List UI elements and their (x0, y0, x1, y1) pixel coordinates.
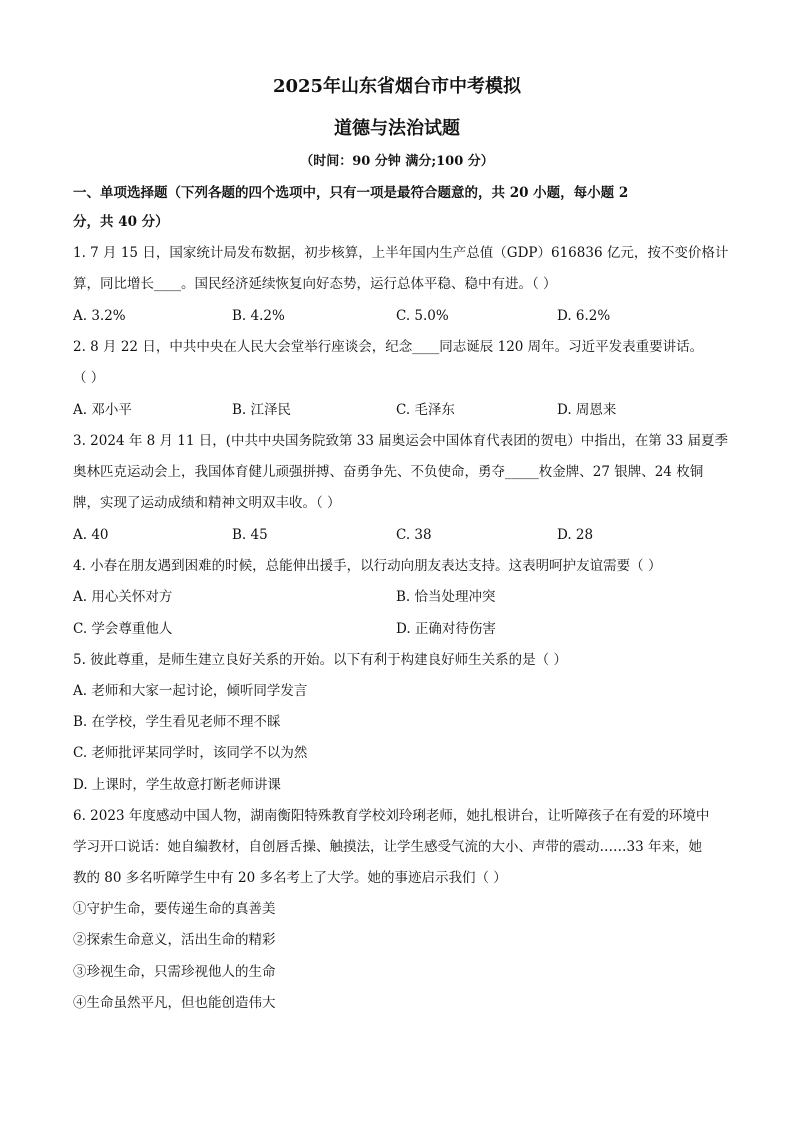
exam-title: 2025年山东省烟台市中考模拟 (272, 76, 522, 97)
question-6-item-4: ④生命虽然平凡，但也能创造伟大 (73, 995, 276, 1011)
question-6-item-2: ②探索生命意义，活出生命的精彩 (73, 932, 276, 948)
question-3-option-d: D. 28 (557, 527, 594, 543)
section-heading-line2: 分，共 40 分） (73, 214, 169, 230)
question-4-option-a: A. 用心关怀对方 (73, 589, 173, 605)
question-5-option-b: B. 在学校，学生看见老师不理不睬 (73, 714, 281, 730)
question-1-line1: 1. 7 月 15 日，国家统计局发布数据，初步核算，上半年国内生产总值（GDP）616836 亿元，按不变价格计 (73, 245, 729, 261)
question-1-option-a: A. 3.2% (73, 308, 126, 324)
question-4-option-d: D. 正确对待伤害 (396, 621, 496, 637)
exam-subtitle: 道德与法治试题 (334, 118, 460, 139)
question-5-option-a: A. 老师和大家一起讨论，倾听同学发言 (73, 683, 308, 699)
question-2-option-d: D. 周恩来 (557, 402, 617, 418)
question-2-option-b: B. 江泽民 (232, 402, 292, 418)
question-3-option-c: C. 38 (396, 527, 432, 543)
section-heading-line1: 一、单项选择题（下列各题的四个选项中，只有一项是最符合题意的，共 20 小题，每小题 2 (73, 185, 629, 201)
question-2-option-c: C. 毛泽东 (396, 402, 455, 418)
question-6-line3: 教的 80 多名听障学生中有 20 多名考上了大学。她的事迹启示我们（ ） (73, 870, 507, 886)
question-1-option-d: D. 6.2% (557, 308, 611, 324)
question-6-item-3: ③珍视生命，只需珍视他人的生命 (73, 964, 276, 980)
question-2-line2: （ ） (73, 370, 105, 386)
question-3-line1: 3. 2024 年 8 月 11 日，(中共中央国务院致第 33 届奥运会中国体育代表团的贺电）中指出，在第 33 届夏季 (73, 433, 729, 449)
question-3-option-b: B. 45 (232, 527, 268, 543)
question-4-line1: 4. 小春在朋友遇到困难的时候，总能伸出援手，以行动向朋友表达支持。这表明呵护友谊需要（ ） (73, 558, 662, 574)
question-5-line1: 5. 彼此尊重，是师生建立良好关系的开始。以下有利于构建良好师生关系的是（ ） (73, 652, 567, 668)
question-2-line1: 2. 8 月 22 日，中共中央在人民大会堂举行座谈会，纪念____同志诞辰 120 周年。习近平发表重要讲话。 (73, 339, 704, 355)
question-3-line3: 牌，实现了运动成绩和精神文明双丰收。（ ） (73, 495, 341, 511)
question-6-item-1: ①守护生命，要传递生命的真善美 (73, 901, 276, 917)
question-3-line2: 奥林匹克运动会上，我国体育健儿顽强拼搏、奋勇争先、不负使命，勇夺_____枚金牌、27 银牌、24 枚铜 (73, 464, 704, 480)
question-5-option-d: D. 上课时，学生故意打断老师讲课 (73, 777, 281, 793)
question-5-option-c: C. 老师批评某同学时，该同学不以为然 (73, 745, 308, 761)
question-6-line2: 学习开口说话：她自编教材，自创唇舌操、触摸法，让学生感受气流的大小、声带的震动……33 年来，她 (73, 839, 702, 855)
question-1-option-b: B. 4.2% (232, 308, 285, 324)
exam-time-info: （时间：90 分钟 满分;100 分） (300, 154, 494, 169)
question-1-option-c: C. 5.0% (396, 308, 449, 324)
question-6-line1: 6. 2023 年度感动中国人物，湖南衡阳特殊教育学校刘玲琍老师，她扎根讲台，让听障孩子在有爱的环境中 (73, 808, 710, 824)
question-4-option-c: C. 学会尊重他人 (73, 621, 173, 637)
question-2-option-a: A. 邓小平 (73, 402, 132, 418)
question-3-option-a: A. 40 (73, 527, 109, 543)
question-4-option-b: B. 恰当处理冲突 (396, 589, 496, 605)
question-1-line2: 算，同比增长____。国民经济延续恢复向好态势，运行总体平稳、稳中有进。（ ） (73, 276, 557, 292)
